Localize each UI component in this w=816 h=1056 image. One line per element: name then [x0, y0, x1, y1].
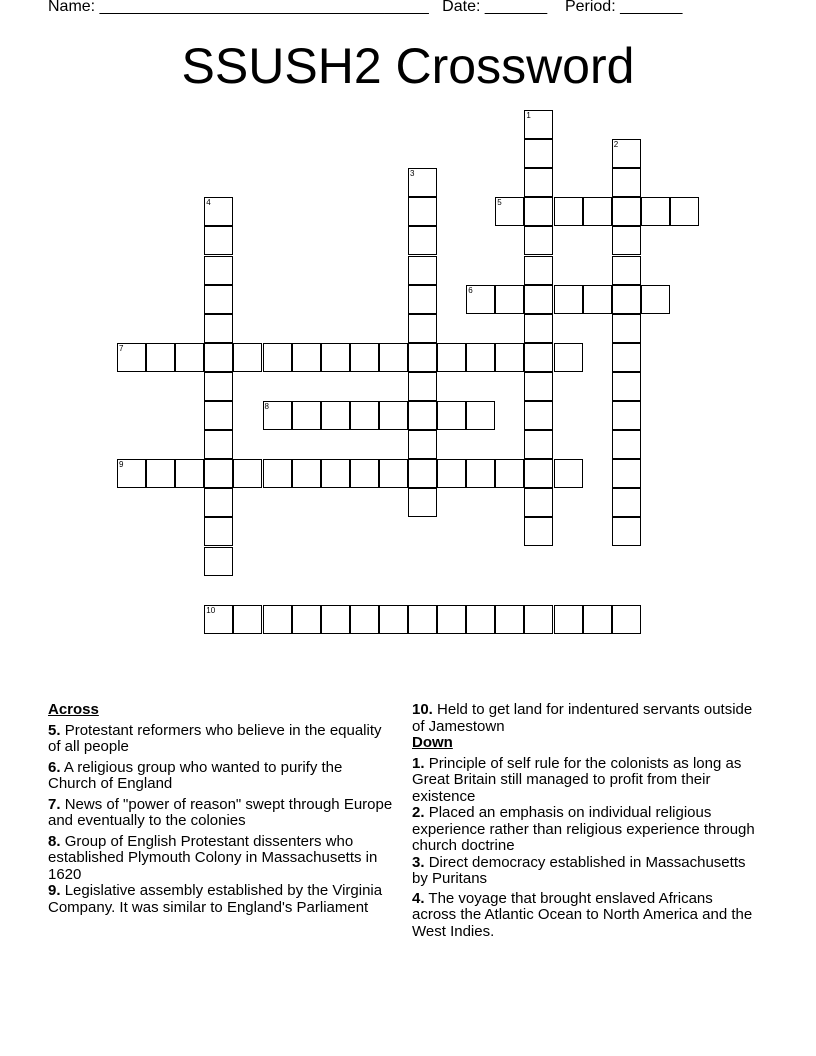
grid-cell[interactable]: [408, 488, 437, 517]
grid-cell[interactable]: [204, 343, 233, 372]
grid-cell[interactable]: [524, 343, 553, 372]
grid-cell[interactable]: [204, 256, 233, 285]
clue-text: A religious group who wanted to purify the Church of England: [48, 758, 343, 792]
right-clues: [412, 702, 757, 944]
grid-cell[interactable]: [292, 459, 321, 488]
page-title: SSUSH2 Crossword: [181, 38, 635, 94]
clue-number: 7.: [48, 795, 61, 813]
grid-cell[interactable]: [408, 401, 437, 430]
grid-cell[interactable]: [524, 430, 553, 459]
grid-cell[interactable]: [408, 256, 437, 285]
grid-cell[interactable]: [408, 226, 437, 255]
down-heading: Down: [412, 734, 453, 751]
grid-cell[interactable]: [321, 459, 350, 488]
clue-number: 8.: [48, 832, 61, 850]
grid-cell[interactable]: [612, 197, 641, 226]
grid-cell[interactable]: [204, 459, 233, 488]
grid-cell[interactable]: [204, 314, 233, 343]
cell-number: 6: [468, 285, 473, 295]
grid-cell[interactable]: [379, 343, 408, 372]
grid-cell[interactable]: [350, 343, 379, 372]
grid-cell[interactable]: [408, 430, 437, 459]
clue-number: 9.: [48, 882, 61, 899]
grid-cell[interactable]: [495, 285, 524, 314]
clue-text: Principle of self rule for the colonists as long as Great Britain still managed to profit from their existence: [412, 754, 742, 805]
clue-down-3: [412, 855, 757, 888]
grid-cell[interactable]: [204, 547, 233, 576]
grid-cell[interactable]: [379, 459, 408, 488]
grid-cell[interactable]: [554, 343, 583, 372]
grid-cell[interactable]: [437, 343, 466, 372]
name-label: Name:: [48, 0, 96, 15]
grid-cell[interactable]: [641, 285, 670, 314]
clue-text: News of "power of reason" swept through Europe and eventually to the colonies: [48, 795, 393, 829]
grid-cell[interactable]: [117, 459, 146, 488]
clue-text: Direct democracy established in Massachusetts by Puritans: [412, 853, 746, 887]
grid-cell[interactable]: [146, 459, 175, 488]
grid-cell[interactable]: [612, 226, 641, 255]
period-label: Period:: [564, 0, 616, 15]
grid-cell[interactable]: [495, 605, 524, 634]
cell-number: 9: [119, 460, 124, 470]
clue-number: 5.: [48, 721, 61, 739]
grid-cell[interactable]: [466, 605, 495, 634]
clue-down-2: [412, 805, 757, 855]
grid-cell[interactable]: [612, 168, 641, 197]
grid-cell[interactable]: [524, 459, 553, 488]
grid-cell[interactable]: [321, 605, 350, 634]
grid-cell[interactable]: [437, 605, 466, 634]
name-blank[interactable]: _____________________________________: [99, 0, 429, 15]
grid-cell[interactable]: [321, 401, 350, 430]
grid-cell[interactable]: [524, 372, 553, 401]
grid-cell[interactable]: [524, 285, 553, 314]
grid-cell[interactable]: [437, 459, 466, 488]
cell-number: 10: [206, 605, 216, 615]
grid-cell[interactable]: [408, 372, 437, 401]
grid-cell[interactable]: [524, 605, 553, 634]
grid-cell[interactable]: [350, 605, 379, 634]
grid-cell[interactable]: [554, 459, 583, 488]
clue-text: Group of English Protestant dissenters who established Plymouth Colony in Massachusetts in 1620: [48, 832, 378, 883]
grid-cell[interactable]: [612, 372, 641, 401]
grid-cell[interactable]: [466, 285, 495, 314]
grid-cell[interactable]: [612, 314, 641, 343]
grid-cell[interactable]: [263, 605, 292, 634]
grid-cell[interactable]: [204, 401, 233, 430]
grid-cell[interactable]: [495, 459, 524, 488]
grid-cell[interactable]: [204, 488, 233, 517]
clue-across-9: [48, 883, 393, 916]
clue-across-7: [48, 797, 393, 830]
grid-cell[interactable]: [233, 343, 262, 372]
clue-text: Placed an emphasis on individual religious experience rather than religious experience through church doctrine: [412, 804, 755, 854]
grid-cell[interactable]: [466, 343, 495, 372]
grid-cell[interactable]: [379, 605, 408, 634]
grid-cell[interactable]: [292, 401, 321, 430]
grid-cell[interactable]: [641, 197, 670, 226]
grid-cell[interactable]: [292, 605, 321, 634]
grid-cell[interactable]: [466, 401, 495, 430]
grid-cell[interactable]: [117, 343, 146, 372]
clue-text: The voyage that brought enslaved Africans across the Atlantic Ocean to North America and the West Indies.: [412, 889, 753, 940]
clue-number: 3.: [412, 853, 425, 871]
grid-cell[interactable]: [612, 401, 641, 430]
grid-cell[interactable]: [292, 343, 321, 372]
grid-cell[interactable]: [408, 285, 437, 314]
clue-across-8: [48, 834, 393, 884]
cell-number: 8: [264, 402, 269, 411]
clue-across-10: [412, 702, 757, 735]
grid-cell[interactable]: [524, 110, 553, 139]
grid-cell[interactable]: [233, 459, 262, 488]
grid-cell[interactable]: [612, 459, 641, 488]
grid-cell[interactable]: [612, 139, 641, 168]
grid-cell[interactable]: [524, 488, 553, 517]
grid-cell[interactable]: [612, 430, 641, 459]
grid-cell[interactable]: [524, 401, 553, 430]
period-blank[interactable]: _______: [620, 0, 683, 15]
grid-cell[interactable]: [554, 285, 583, 314]
grid-cell[interactable]: [583, 605, 612, 634]
cell-number: 2: [613, 140, 619, 150]
grid-cell[interactable]: [350, 459, 379, 488]
grid-cell[interactable]: [524, 139, 553, 168]
cell-number: 5: [497, 198, 502, 208]
grid-cell[interactable]: [495, 343, 524, 372]
grid-cell[interactable]: [321, 343, 350, 372]
grid-cell[interactable]: [524, 226, 553, 255]
cell-number: 3: [410, 169, 415, 179]
clue-down-4: [412, 891, 757, 941]
grid-cell[interactable]: [554, 605, 583, 634]
clue-text: Protestant reformers who believe in the equality of all people: [48, 721, 382, 755]
grid-cell[interactable]: [204, 372, 233, 401]
grid-cell[interactable]: [612, 488, 641, 517]
grid-cell[interactable]: [524, 168, 553, 197]
grid-cell[interactable]: [408, 343, 437, 372]
grid-cell[interactable]: [408, 459, 437, 488]
grid-cell[interactable]: [204, 285, 233, 314]
cell-number: 4: [206, 198, 211, 208]
date-blank[interactable]: _______: [484, 0, 548, 15]
grid-cell[interactable]: [524, 256, 553, 285]
date-label: Date:: [442, 0, 481, 15]
grid-cell[interactable]: [583, 285, 612, 314]
grid-cell[interactable]: [408, 605, 437, 634]
grid-cell[interactable]: [524, 314, 553, 343]
grid-cell[interactable]: [612, 343, 641, 372]
grid-cell[interactable]: [524, 517, 553, 546]
clue-number: 1.: [412, 754, 425, 772]
clue-text: Held to get land for indentured servants outside of Jamestown: [412, 701, 753, 735]
clue-text: Legislative assembly established by the Virginia Company. It was similar to England's Parliament: [48, 882, 383, 916]
cell-number: 7: [119, 343, 124, 353]
grid-cell[interactable]: [204, 226, 233, 255]
clue-across-6: [48, 760, 393, 793]
grid-cell[interactable]: [612, 517, 641, 546]
grid-cell[interactable]: [263, 343, 292, 372]
across-clues: [48, 702, 393, 920]
grid-cell[interactable]: [612, 256, 641, 285]
clue-across-5: [48, 723, 393, 756]
grid-cell[interactable]: [233, 605, 262, 634]
grid-cell[interactable]: [379, 401, 408, 430]
clue-number: 4.: [412, 889, 425, 907]
grid-cell[interactable]: [466, 459, 495, 488]
grid-cell[interactable]: [175, 459, 204, 488]
grid-cell[interactable]: [408, 197, 437, 226]
grid-cell[interactable]: [524, 197, 553, 226]
grid-cell[interactable]: [670, 197, 699, 226]
grid-cell[interactable]: [204, 430, 233, 459]
grid-cell[interactable]: [408, 168, 437, 197]
grid-cell[interactable]: [408, 314, 437, 343]
grid-cell[interactable]: [204, 517, 233, 546]
clue-down-1: [412, 756, 757, 806]
grid-cell[interactable]: [612, 285, 641, 314]
grid-cell[interactable]: [204, 197, 233, 226]
clue-number: 2.: [412, 804, 425, 821]
grid-cell[interactable]: [583, 197, 612, 226]
grid-cell[interactable]: [204, 605, 233, 634]
clue-number: 6.: [48, 758, 61, 776]
grid-cell[interactable]: [263, 401, 292, 430]
grid-cell[interactable]: [437, 401, 466, 430]
grid-cell[interactable]: [175, 343, 204, 372]
across-heading: Across: [48, 701, 99, 718]
clue-number: 10.: [412, 701, 433, 718]
grid-cell[interactable]: [612, 605, 641, 634]
grid-cell[interactable]: [146, 343, 175, 372]
grid-cell[interactable]: [350, 401, 379, 430]
grid-cell[interactable]: [263, 459, 292, 488]
grid-cell[interactable]: [495, 197, 524, 226]
grid-cell[interactable]: [554, 197, 583, 226]
cell-number: 1: [526, 111, 531, 120]
